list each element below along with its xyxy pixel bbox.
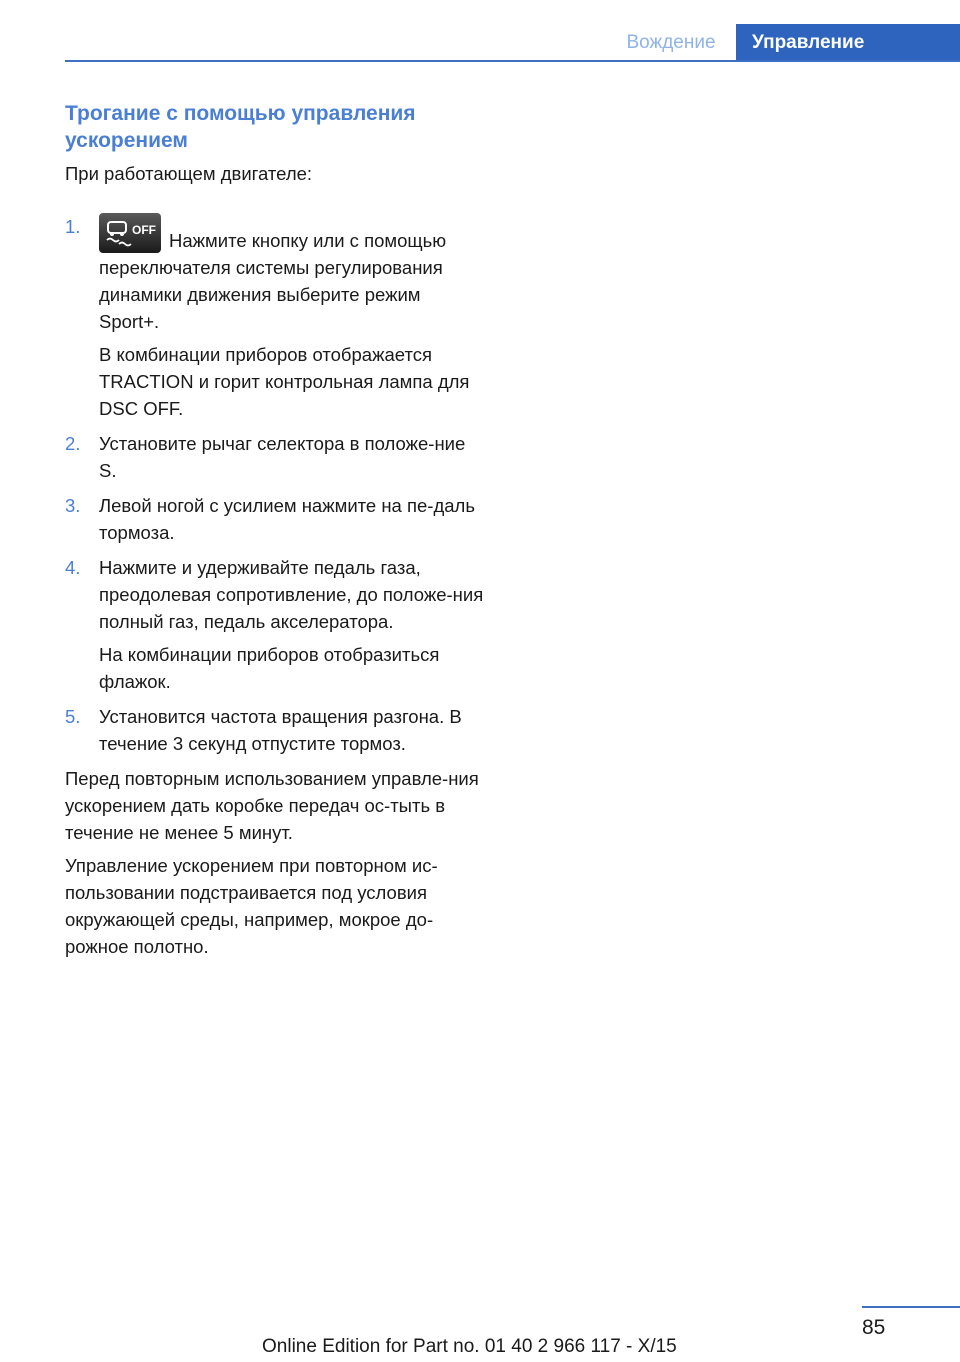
step-text: Нажмите и удерживайте педаль газа, преодолевая сопротивление, до положе-ния полный газ, педаль акселератора.	[99, 557, 484, 632]
step-text: Установится частота вращения разгона. В течение 3 секунд отпустите тормоз.	[99, 706, 462, 754]
edition-info: Online Edition for Part no. 01 40 2 966 117 - X/15	[262, 1336, 677, 1357]
footer-divider	[862, 1306, 960, 1308]
dsc-off-button-icon	[99, 213, 161, 253]
step-number: 5.	[65, 706, 81, 727]
section-intro: При работающем двигателе:	[65, 163, 313, 184]
step-number: 4.	[65, 557, 81, 578]
header-divider	[65, 60, 960, 62]
step-number: 3.	[65, 495, 81, 516]
list-item	[65, 492, 485, 546]
step-number: 2.	[65, 433, 81, 454]
steps-list	[65, 213, 485, 757]
list-item	[65, 554, 485, 695]
tab-driving[interactable]: Вождение	[626, 32, 716, 53]
paragraph-adaptation: Управление ускорением при повторном ис-пользовании подстраивается под условия окружающей среды, например, мокрое до-рожное полотно.	[65, 855, 438, 957]
paragraph-cooldown: Перед повторным использованием управле-ния ускорением дать коробке передач ос-тыть в течение не менее 5 минут.	[65, 768, 479, 843]
page-number: 85	[862, 1316, 886, 1339]
main-content	[65, 100, 485, 960]
step-note: В комбинации приборов отображается TRACTION и горит контрольная лампа для DSC OFF.	[99, 344, 470, 419]
step-number: 1.	[65, 216, 81, 237]
step-note: На комбинации приборов отобразиться флажок.	[99, 644, 440, 692]
list-item	[65, 703, 485, 757]
step-text: Установите рычаг селектора в положе-ние S.	[99, 433, 466, 481]
step-text: Левой ногой с усилием нажмите на пе-даль тормоза.	[99, 495, 475, 543]
list-item	[65, 430, 485, 484]
section-title: Трогание с помощью управления ускорением	[65, 102, 416, 152]
list-item	[65, 213, 485, 422]
svg-text:OFF: OFF	[132, 223, 156, 237]
step-text: OFF Нажмите кнопку или с помощью переключателя системы регулирования динамики движения выберите режим Sport+.	[99, 213, 485, 335]
tab-controls[interactable]: Управление	[736, 24, 960, 62]
